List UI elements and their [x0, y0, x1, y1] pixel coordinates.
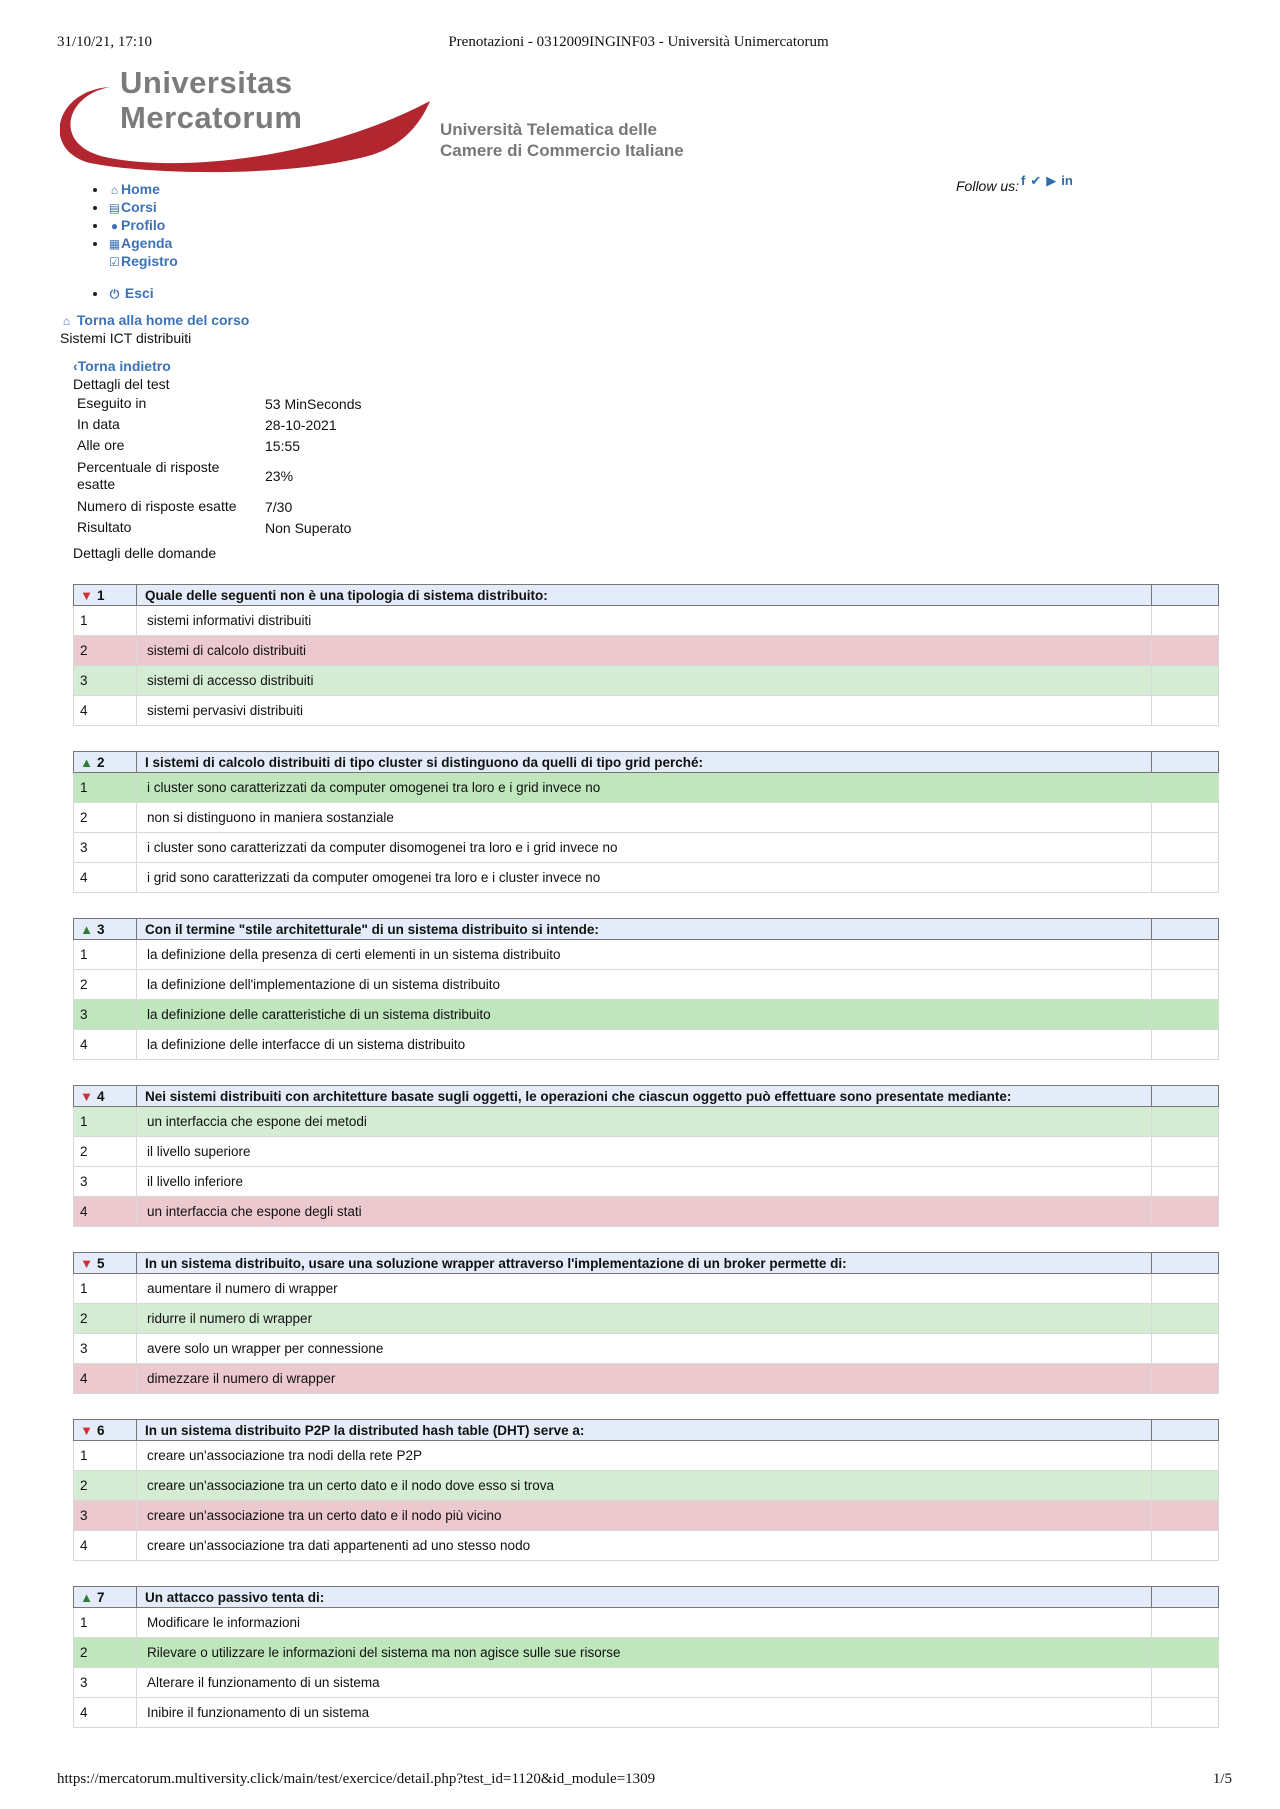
- answer-number: 2: [74, 1137, 137, 1167]
- questions-title: Dettagli delle domande: [73, 545, 217, 561]
- thumbs-up-icon: ▲: [80, 921, 93, 937]
- print-datetime: 31/10/21, 17:10: [57, 34, 153, 50]
- nav-item-profilo: [108, 217, 178, 235]
- answer-row-selected-wrong: [74, 1364, 1219, 1394]
- answer-row: [74, 1167, 1219, 1197]
- detail-value: Non Superato: [265, 519, 352, 536]
- details-title: Dettagli del test: [73, 376, 170, 392]
- question-extra: [1152, 1253, 1219, 1274]
- question-card: [73, 918, 1219, 1060]
- answer-extra: [1152, 1197, 1219, 1227]
- question-extra: [1152, 919, 1219, 940]
- answer-extra: [1152, 636, 1219, 666]
- detail-label: Percentuale di risposte esatte: [77, 459, 220, 492]
- thumbs-down-icon: ▼: [80, 1088, 93, 1104]
- answer-text: aumentare il numero di wrapper: [137, 1274, 1152, 1304]
- answer-number: 4: [74, 1364, 137, 1394]
- detail-row: [73, 517, 366, 538]
- answer-text: creare un'associazione tra nodi della rete P2P: [137, 1441, 1152, 1471]
- answer-row-selected-correct: [74, 773, 1219, 803]
- question-number: ▼ 5: [74, 1253, 137, 1274]
- answer-number: 1: [74, 1441, 137, 1471]
- question-number: ▲ 3: [74, 919, 137, 940]
- answer-number: 3: [74, 1668, 137, 1698]
- answer-text: la definizione delle caratteristiche di un sistema distribuito: [137, 1000, 1152, 1030]
- back-link[interactable]: [73, 358, 171, 374]
- question-header: [74, 1420, 1219, 1441]
- answer-row: [74, 863, 1219, 893]
- question-header: [74, 1086, 1219, 1107]
- answer-text: creare un'associazione tra un certo dato e il nodo più vicino: [137, 1501, 1152, 1531]
- print-page-number: 1/5: [1212, 1771, 1232, 1787]
- answer-row-correct: [74, 1304, 1219, 1334]
- answer-text: un interfaccia che espone degli stati: [137, 1197, 1152, 1227]
- social-links: [1021, 173, 1073, 189]
- detail-label: Eseguito in: [77, 395, 147, 411]
- answer-extra: [1152, 803, 1219, 833]
- detail-value: 28-10-2021: [265, 416, 337, 433]
- question-card: [73, 1419, 1219, 1561]
- question-extra: [1152, 1086, 1219, 1107]
- detail-label: Risultato: [77, 519, 132, 535]
- answer-number: 4: [74, 1197, 137, 1227]
- answer-extra: [1152, 1501, 1219, 1531]
- question-card: [73, 1085, 1219, 1227]
- answer-text: sistemi di accesso distribuiti: [137, 666, 1152, 696]
- home-icon: ⌂: [62, 314, 71, 328]
- answer-row-correct: [74, 666, 1219, 696]
- nav-link-home[interactable]: [108, 181, 160, 197]
- answer-row: [74, 1137, 1219, 1167]
- answer-row: [74, 1531, 1219, 1561]
- print-url: https://mercatorum.multiversity.click/main/test/exercice/detail.php?test_id=1120&id_module=1309: [57, 1771, 656, 1787]
- question-card: [73, 751, 1219, 893]
- answer-row: [74, 1668, 1219, 1698]
- follow-label: Follow us:: [956, 178, 1020, 194]
- answer-row-correct: [74, 1471, 1219, 1501]
- answer-number: 4: [74, 1030, 137, 1060]
- answer-row: [74, 1698, 1219, 1728]
- university-logo[interactable]: [60, 65, 710, 175]
- calendar-icon: ▦: [108, 237, 121, 251]
- answer-row-correct: [74, 1107, 1219, 1137]
- answer-extra: [1152, 940, 1219, 970]
- answer-extra: [1152, 1471, 1219, 1501]
- answer-extra: [1152, 833, 1219, 863]
- logo-title: [120, 65, 302, 135]
- question-card: [73, 1586, 1219, 1728]
- question-header: [74, 1253, 1219, 1274]
- follow-us: [956, 173, 1073, 194]
- answer-row-selected-wrong: [74, 636, 1219, 666]
- question-header: [74, 1587, 1219, 1608]
- answer-extra: [1152, 1000, 1219, 1030]
- detail-row: [73, 496, 366, 517]
- question-extra: [1152, 1420, 1219, 1441]
- thumbs-down-icon: ▼: [80, 1422, 93, 1438]
- question-extra: [1152, 1587, 1219, 1608]
- answer-extra: [1152, 1608, 1219, 1638]
- nav-label-corsi: Corsi: [121, 199, 157, 215]
- answer-extra: [1152, 1167, 1219, 1197]
- answer-number: 2: [74, 1471, 137, 1501]
- question-header: [74, 919, 1219, 940]
- answer-text: la definizione della presenza di certi elementi in un sistema distribuito: [137, 940, 1152, 970]
- answer-row: [74, 606, 1219, 636]
- answer-text: Alterare il funzionamento di un sistema: [137, 1668, 1152, 1698]
- answer-text: un interfaccia che espone dei metodi: [137, 1107, 1152, 1137]
- answer-extra: [1152, 863, 1219, 893]
- main-nav: [90, 181, 178, 303]
- detail-value: 15:55: [265, 437, 301, 454]
- question-number: ▲ 7: [74, 1587, 137, 1608]
- answer-extra: [1152, 696, 1219, 726]
- answer-number: 1: [74, 1608, 137, 1638]
- nav-link-registro[interactable]: [108, 253, 178, 269]
- print-footer: [57, 1771, 1232, 1791]
- answer-text: Modificare le informazioni: [137, 1608, 1152, 1638]
- answer-number: 4: [74, 863, 137, 893]
- detail-row: [73, 414, 366, 435]
- detail-row: [73, 456, 366, 496]
- answer-extra: [1152, 1137, 1219, 1167]
- question-card: [73, 584, 1219, 726]
- answer-text: Inibire il funzionamento di un sistema: [137, 1698, 1152, 1728]
- answer-row: [74, 833, 1219, 863]
- answer-number: 3: [74, 1501, 137, 1531]
- answer-number: 2: [74, 1304, 137, 1334]
- answer-number: 1: [74, 1107, 137, 1137]
- question-text: Nei sistemi distribuiti con architetture basate sugli oggetti, le operazioni che ciascun oggetto può effettuare sono presentate mediante:: [137, 1086, 1152, 1107]
- nav-label-agenda: Agenda: [121, 235, 173, 251]
- answer-number: 3: [74, 833, 137, 863]
- answer-extra: [1152, 1668, 1219, 1698]
- question-text: In un sistema distribuito P2P la distributed hash table (DHT) serve a:: [137, 1420, 1152, 1441]
- logo-sub-line-2: Camere di Commercio Italiane: [440, 141, 684, 160]
- answer-row: [74, 1274, 1219, 1304]
- answer-text: sistemi pervasivi distribuiti: [137, 696, 1152, 726]
- facebook-icon[interactable]: f: [1021, 173, 1026, 188]
- answer-text: creare un'associazione tra un certo dato e il nodo dove esso si trova: [137, 1471, 1152, 1501]
- logo-line-2: Mercatorum: [120, 100, 303, 135]
- nav-label-profilo: Profilo: [121, 217, 166, 233]
- logo-sub-line-1: Università Telematica delle: [440, 120, 658, 139]
- back-label: Torna indietro: [77, 358, 171, 374]
- detail-value: 7/30: [265, 498, 293, 515]
- answer-text: non si distinguono in maniera sostanziale: [137, 803, 1152, 833]
- answer-extra: [1152, 1364, 1219, 1394]
- detail-value: 53 MinSeconds: [265, 395, 362, 412]
- answer-number: 2: [74, 636, 137, 666]
- question-text: I sistemi di calcolo distribuiti di tipo cluster si distinguono da quelli di tipo grid perché:: [137, 752, 1152, 773]
- answer-text: i cluster sono caratterizzati da computer omogenei tra loro e i grid invece no: [137, 773, 1152, 803]
- print-title: Prenotazioni - 0312009INGINF03 - Università Unimercatorum: [448, 34, 829, 50]
- answer-number: 1: [74, 773, 137, 803]
- answer-extra: [1152, 1531, 1219, 1561]
- answer-row-selected-wrong: [74, 1501, 1219, 1531]
- answer-text: la definizione dell'implementazione di un sistema distribuito: [137, 970, 1152, 1000]
- question-number: ▼ 4: [74, 1086, 137, 1107]
- answer-row: [74, 1334, 1219, 1364]
- answer-extra: [1152, 773, 1219, 803]
- answer-number: 4: [74, 1531, 137, 1561]
- linkedin-icon[interactable]: in: [1061, 173, 1073, 188]
- nav-label-home: Home: [121, 181, 160, 197]
- answer-row-selected-correct: [74, 1638, 1219, 1668]
- answer-text: il livello superiore: [137, 1137, 1152, 1167]
- answer-row-selected-correct: [74, 1000, 1219, 1030]
- answer-text: la definizione delle interfacce di un sistema distribuito: [137, 1030, 1152, 1060]
- answer-row: [74, 970, 1219, 1000]
- logo-line-1: Universitas: [120, 65, 293, 100]
- nav-item-corsi: [108, 199, 178, 217]
- question-card: [73, 1252, 1219, 1394]
- answer-text: i grid sono caratterizzati da computer omogenei tra loro e i cluster invece no: [137, 863, 1152, 893]
- answer-extra: [1152, 1638, 1219, 1668]
- answer-text: sistemi di calcolo distribuiti: [137, 636, 1152, 666]
- answer-number: 2: [74, 803, 137, 833]
- detail-value: 23%: [265, 468, 294, 484]
- home-icon: ⌂: [110, 183, 119, 197]
- detail-label: In data: [77, 416, 120, 432]
- book-icon: ▤: [108, 201, 121, 215]
- nav-label-registro: Registro: [121, 253, 178, 269]
- question-header: [74, 585, 1219, 606]
- answer-number: 4: [74, 1698, 137, 1728]
- detail-label: Numero di risposte esatte: [77, 498, 237, 514]
- question-text: Con il termine "stile architetturale" di un sistema distribuito si intende:: [137, 919, 1152, 940]
- nav-item-esci: [108, 285, 178, 303]
- answer-row: [74, 1441, 1219, 1471]
- nav-link-profilo[interactable]: [108, 217, 165, 233]
- answer-extra: [1152, 1274, 1219, 1304]
- power-icon: ⏻: [109, 287, 120, 301]
- nav-item-home: [108, 181, 178, 199]
- question-text: In un sistema distribuito, usare una soluzione wrapper attraverso l'implementazione di un broker permette di:: [137, 1253, 1152, 1274]
- thumbs-up-icon: ▲: [80, 754, 93, 770]
- detail-label: Alle ore: [77, 437, 125, 453]
- question-extra: [1152, 752, 1219, 773]
- back-home-course: [60, 312, 249, 328]
- nav-item-agenda: [108, 235, 178, 271]
- user-icon: ●: [110, 219, 119, 233]
- back-home-label: Torna alla home del corso: [76, 312, 250, 328]
- answer-number: 1: [74, 606, 137, 636]
- nav-link-corsi[interactable]: [108, 199, 157, 215]
- answer-extra: [1152, 1441, 1219, 1471]
- youtube-icon[interactable]: ▶: [1046, 173, 1057, 188]
- test-details-table: [73, 393, 366, 538]
- answer-extra: [1152, 666, 1219, 696]
- answer-row: [74, 940, 1219, 970]
- logo-subtitle: [440, 119, 684, 161]
- answer-text: creare un'associazione tra dati appartenenti ad uno stesso nodo: [137, 1531, 1152, 1561]
- nav-label-esci: Esci: [124, 285, 154, 301]
- answer-number: 1: [74, 1274, 137, 1304]
- answer-row: [74, 1030, 1219, 1060]
- answer-row-selected-wrong: [74, 1197, 1219, 1227]
- thumbs-up-icon: ▲: [80, 1589, 93, 1605]
- logout-link[interactable]: [108, 285, 154, 301]
- answer-row: [74, 803, 1219, 833]
- question-text: Quale delle seguenti non è una tipologia di sistema distribuito:: [137, 585, 1152, 606]
- answer-number: 3: [74, 666, 137, 696]
- answer-extra: [1152, 970, 1219, 1000]
- answer-extra: [1152, 1030, 1219, 1060]
- answer-extra: [1152, 1107, 1219, 1137]
- answer-number: 2: [74, 970, 137, 1000]
- question-number: ▲ 2: [74, 752, 137, 773]
- answer-number: 2: [74, 1638, 137, 1668]
- detail-row: [73, 393, 366, 414]
- answer-extra: [1152, 1698, 1219, 1728]
- answer-text: il livello inferiore: [137, 1167, 1152, 1197]
- checklist-icon: ☑: [109, 255, 120, 269]
- answer-text: ridurre il numero di wrapper: [137, 1304, 1152, 1334]
- answer-row: [74, 696, 1219, 726]
- detail-row: [73, 435, 366, 456]
- twitter-icon[interactable]: ✔: [1030, 173, 1042, 188]
- answer-number: 3: [74, 1167, 137, 1197]
- answer-row: [74, 1608, 1219, 1638]
- answer-number: 4: [74, 696, 137, 726]
- question-extra: [1152, 585, 1219, 606]
- question-text: Un attacco passivo tenta di:: [137, 1587, 1152, 1608]
- print-header: [57, 34, 1220, 54]
- answer-extra: [1152, 1304, 1219, 1334]
- answer-extra: [1152, 1334, 1219, 1364]
- answer-text: Rilevare o utilizzare le informazioni del sistema ma non agisce sulle sue risorse: [137, 1638, 1152, 1668]
- answer-text: dimezzare il numero di wrapper: [137, 1364, 1152, 1394]
- back-link-wrap: [73, 358, 171, 374]
- answer-text: avere solo un wrapper per connessione: [137, 1334, 1152, 1364]
- question-header: [74, 752, 1219, 773]
- answer-text: i cluster sono caratterizzati da computer disomogenei tra loro e i grid invece no: [137, 833, 1152, 863]
- nav-link-agenda[interactable]: [108, 235, 172, 251]
- chevron-left-icon: ‹: [73, 358, 78, 374]
- back-home-link[interactable]: [60, 312, 249, 328]
- thumbs-down-icon: ▼: [80, 587, 93, 603]
- thumbs-down-icon: ▼: [80, 1255, 93, 1271]
- course-name: Sistemi ICT distribuiti: [60, 330, 192, 346]
- answer-number: 3: [74, 1000, 137, 1030]
- answer-text: sistemi informativi distribuiti: [137, 606, 1152, 636]
- question-number: ▼ 6: [74, 1420, 137, 1441]
- answer-number: 3: [74, 1334, 137, 1364]
- answer-extra: [1152, 606, 1219, 636]
- question-number: ▼ 1: [74, 585, 137, 606]
- answer-number: 1: [74, 940, 137, 970]
